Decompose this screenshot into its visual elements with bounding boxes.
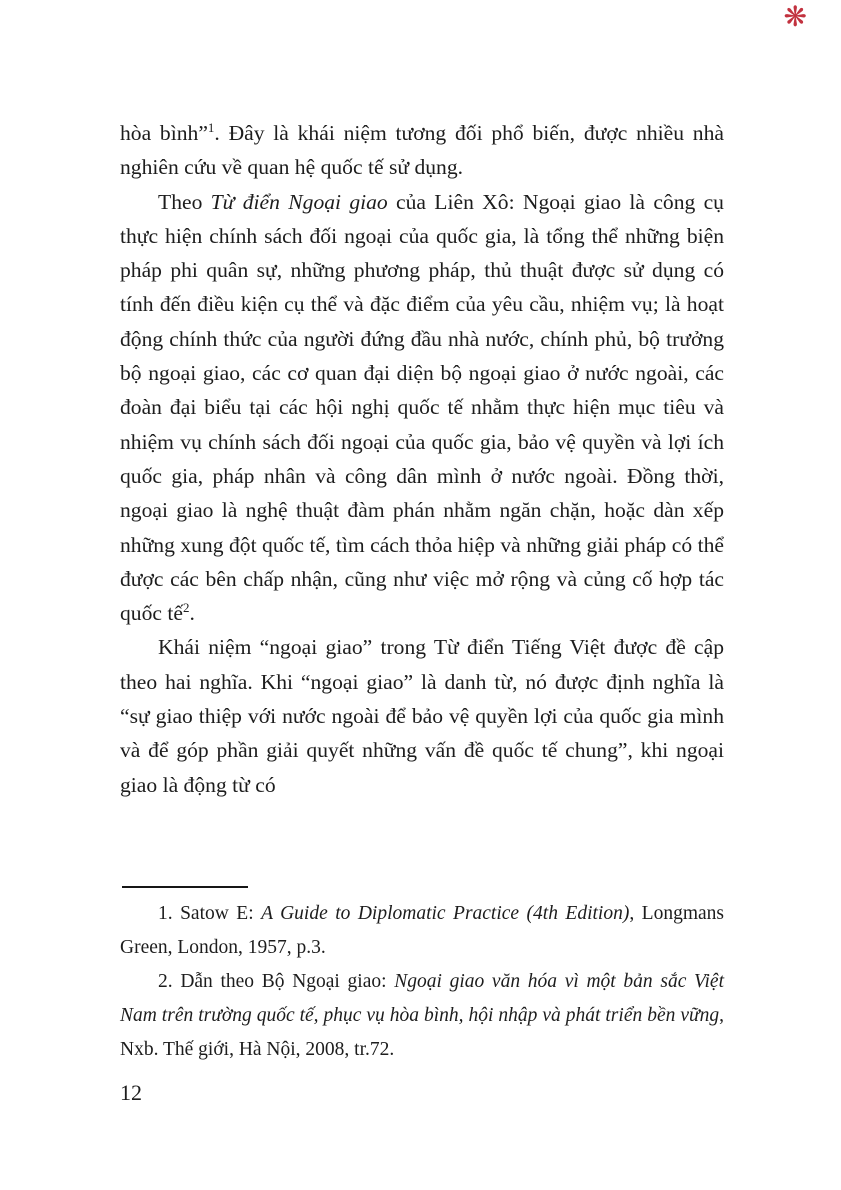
footnote-item — [120, 897, 724, 965]
body-text-block — [120, 116, 724, 802]
footnote-reference-marker: 2 — [182, 599, 190, 615]
text-run: của Liên Xô: Ngoại giao là công cụ thực hiện chính sách đối ngoại của quốc gia, là tổng thể những biện pháp phi quân sự, những phương pháp, thủ thuật được sử dụng có tính đến điều kiện cụ thể và đặc điểm của yêu cầu, nhiệm vụ; là hoạt động chính thức của người đứng đầu nhà nước, chính phủ, bộ trưởng bộ ngoại giao, các cơ quan đại diện bộ ngoại giao ở nước ngoài, các đoàn đại biểu tại các hội nghị quốc tế nhằm thực hiện mục tiêu và nhiệm vụ chính sách đối ngoại của quốc gia, bảo vệ quyền và lợi ích quốc gia, pháp nhân và công dân mình ở nước ngoài. Đồng thời, ngoại giao là nghệ thuật đàm phán nhằm ngăn chặn, hoặc dàn xếp những xung đột quốc tế, tìm cách thỏa hiệp và những giải pháp có thể được các bên chấp nhận, cũng như việc mở rộng và củng cố hợp tác quốc tế — [120, 189, 724, 626]
page-number: 12 — [120, 1080, 142, 1105]
text-run: , Longmans Green, London, 1957, p.3. — [120, 903, 724, 958]
text-run: . Đây là khái niệm tương đối phổ biến, được nhiều nhà nghiên cứu về quan hệ quốc tế sử dụng. — [120, 121, 724, 180]
footnote-item — [120, 965, 724, 1067]
text-run: , Nxb. Thế giới, Hà Nội, 2008, tr.72. — [120, 1005, 724, 1060]
paragraph — [120, 116, 724, 185]
text-run: Theo — [158, 189, 211, 214]
text-run: 2. Dẫn theo Bộ Ngoại giao: — [158, 971, 395, 992]
footnote-reference-marker: 1 — [207, 119, 215, 135]
text-run: Khái niệm “ngoại giao” trong Từ điển Tiếng Việt được đề cập theo hai nghĩa. Khi “ngoại giao” là danh từ, nó được định nghĩa là “sự giao thiệp với nước ngoài để bảo vệ quyền lợi của quốc gia mình và để góp phần giải quyết những vấn đề quốc tế chung”, khi ngoại giao là động từ có — [120, 635, 724, 797]
text-run: hòa bình” — [120, 121, 208, 145]
text-run: . — [189, 601, 195, 626]
text-run: Từ điển Ngoại giao — [210, 189, 388, 214]
paragraph — [120, 185, 724, 631]
text-run: A Guide to Diplomatic Practice (4th Edition) — [261, 903, 630, 924]
text-run: 1. Satow E: — [158, 903, 262, 924]
footnote-separator-rule — [122, 886, 248, 888]
text-run: Ngoại giao văn hóa vì một bản sắc Việt Nam trên trường quốc tế, phục vụ hòa bình, hội nhập và phát triển bền vững — [120, 971, 724, 1026]
footnotes-block — [120, 886, 724, 1067]
red-flower-ornament-icon: ❋ — [783, 2, 807, 33]
paragraph — [120, 630, 724, 801]
